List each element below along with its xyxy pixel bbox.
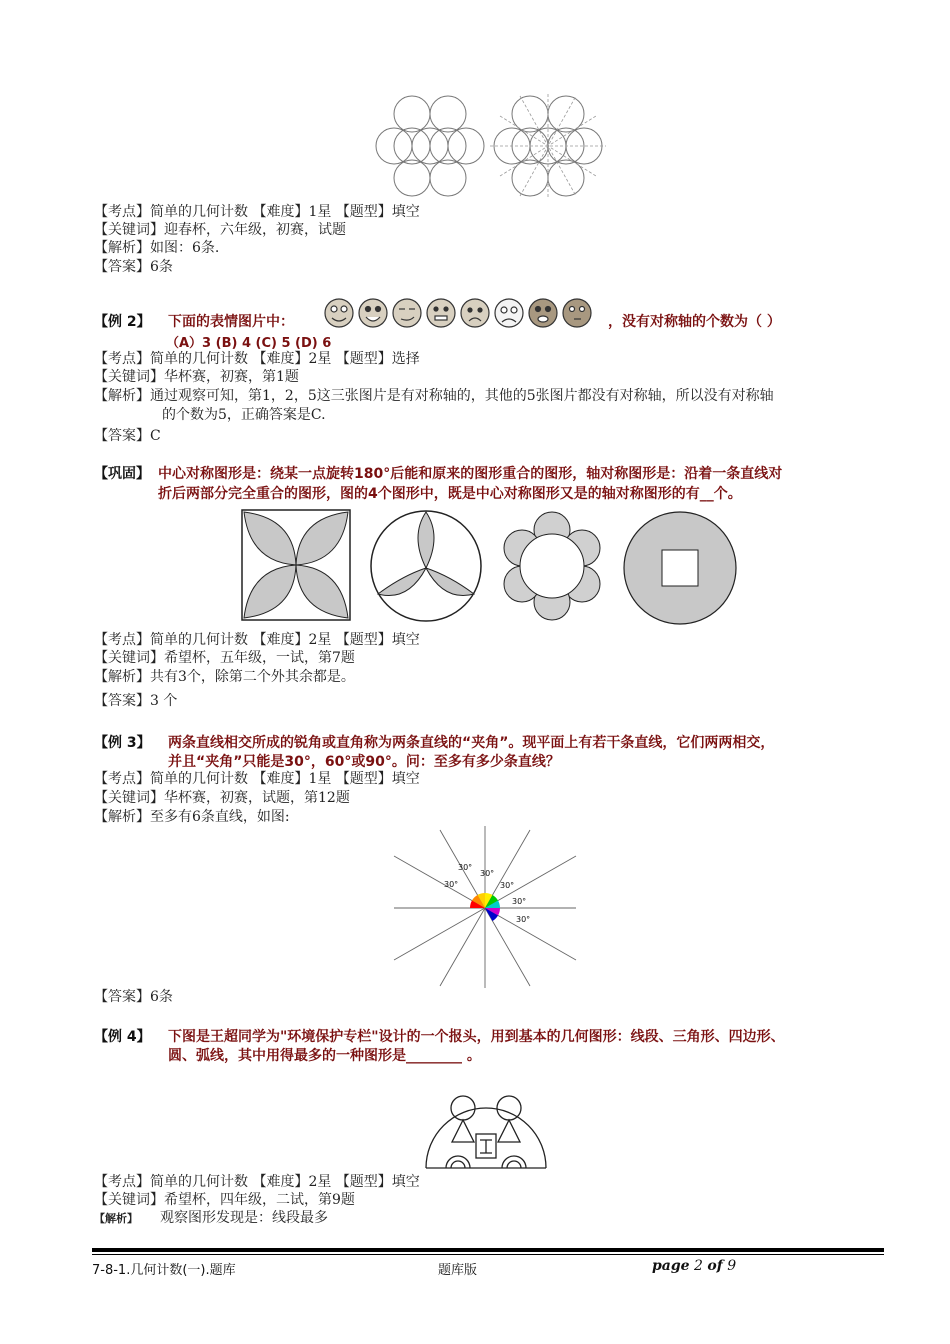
seven-circles-figure [370,94,610,198]
six-lines-figure [392,824,578,990]
footer-rule-thin [92,1254,884,1255]
example2-stem-before: 下面的表情图片中： [168,314,294,330]
newspaper-header-figure [420,1070,552,1170]
gonggu-jiexi: 【解析】共有3个，除第二个外其余都是。 [94,669,355,685]
footer-rule-thick [92,1248,884,1252]
example4-jiexi: 观察图形发现是：线段最多 [160,1210,328,1226]
example4-line-1: 下图是王超同学为"环境保护专栏"设计的一个报头，用到基本的几何图形：线段、三角形、四边形、 [168,1029,785,1045]
emoji-faces-image [322,296,608,330]
footer-page-word: page [652,1258,690,1274]
gonggu-daan: 【答案】3 个 [94,693,178,709]
angle-label-4: 30° [500,881,515,890]
flower-figure [504,512,600,620]
gonggu-kaodian: 【考点】简单的几何计数 【难度】2星 【题型】填空 [94,632,420,648]
example2-label: 【例 2】 [94,314,151,330]
block1-jiexi: 【解析】如图：6条. [94,240,220,256]
example4-label: 【例 4】 [94,1029,151,1045]
gonggu-line-2: 折后两部分完全重合的图形，图的4个图形中，既是中心对称图形又是的轴对称图形的有__个。 [158,486,742,502]
footer-page-num: 2 [694,1258,703,1274]
example2-daan: 【答案】C [94,428,161,444]
gonggu-guanjianci: 【关键词】希望杯，五年级，一试，第7题 [94,650,355,666]
four-symmetry-figures [238,506,746,626]
footer-left: 7-8-1.几何计数(一).题库 [92,1263,236,1278]
block1-guanjianci: 【关键词】迎春杯，六年级，初赛，试题 [94,222,346,238]
block1-kaodian: 【考点】简单的几何计数 【难度】1星 【题型】填空 [94,204,420,220]
example2-stem-after: ，没有对称轴的个数为（ ） [608,314,781,330]
example3-jiexi: 【解析】至多有6条直线，如图: [94,809,290,825]
angle-label-6: 30° [516,915,531,924]
footer-center: 题库版 [438,1263,478,1278]
gonggu-line-1: 中心对称图形是：绕某一点旋转180°后能和原来的图形重合的图形，轴对称图形是：沿着一条直线对 [158,466,783,482]
example2-jiexi-2: 的个数为5，正确答案是C. [162,407,326,423]
example3-daan: 【答案】6条 [94,989,173,1005]
block1-daan: 【答案】6条 [94,259,173,275]
gonggu-label: 【巩固】 [94,466,150,482]
example2-kaodian: 【考点】简单的几何计数 【难度】2星 【题型】选择 [94,351,420,367]
example3-line-2: 并且“夹角”只能是30°，60°或90°。问：至多有多少条直线？ [168,754,560,770]
footer-page-number [652,1258,736,1274]
example2-jiexi-1: 【解析】通过观察可知，第1，2，5这三张图片是有对称轴的，其他的5张图片都没有对称轴，所以没有对称轴 [94,388,774,404]
example4-line-2: 圆、弧线，其中用得最多的一种图形是________ 。 [168,1048,481,1064]
example4-jiexi-tag: 【解析】 [94,1212,138,1225]
angle-label-3: 30° [480,869,495,878]
example4-kaodian: 【考点】简单的几何计数 【难度】2星 【题型】填空 [94,1174,420,1190]
angle-label-1: 30° [444,880,459,889]
example4-guanjianci: 【关键词】希望杯，四年级，二试，第9题 [94,1192,355,1208]
example3-label: 【例 3】 [94,735,151,751]
angle-label-5: 30° [512,897,527,906]
circle-three-lens-figure [371,511,481,621]
footer-of-word: of [707,1258,723,1274]
example3-line-1: 两条直线相交所成的锐角或直角称为两条直线的“夹角”。现平面上有若干条直线，它们两两相交， [168,735,775,751]
example3-kaodian: 【考点】简单的几何计数 【难度】1星 【题型】填空 [94,771,420,787]
example2-guanjianci: 【关键词】华杯赛，初赛，第1题 [94,369,299,385]
footer-page-total: 9 [727,1258,737,1274]
example3-guanjianci: 【关键词】华杯赛，初赛，试题，第12题 [94,790,350,806]
angle-label-2: 30° [458,863,473,872]
square-petals-figure [242,510,350,620]
example2-options: （A）3 (B) 4 (C) 5 (D) 6 [166,336,332,351]
coin-figure [624,512,736,624]
